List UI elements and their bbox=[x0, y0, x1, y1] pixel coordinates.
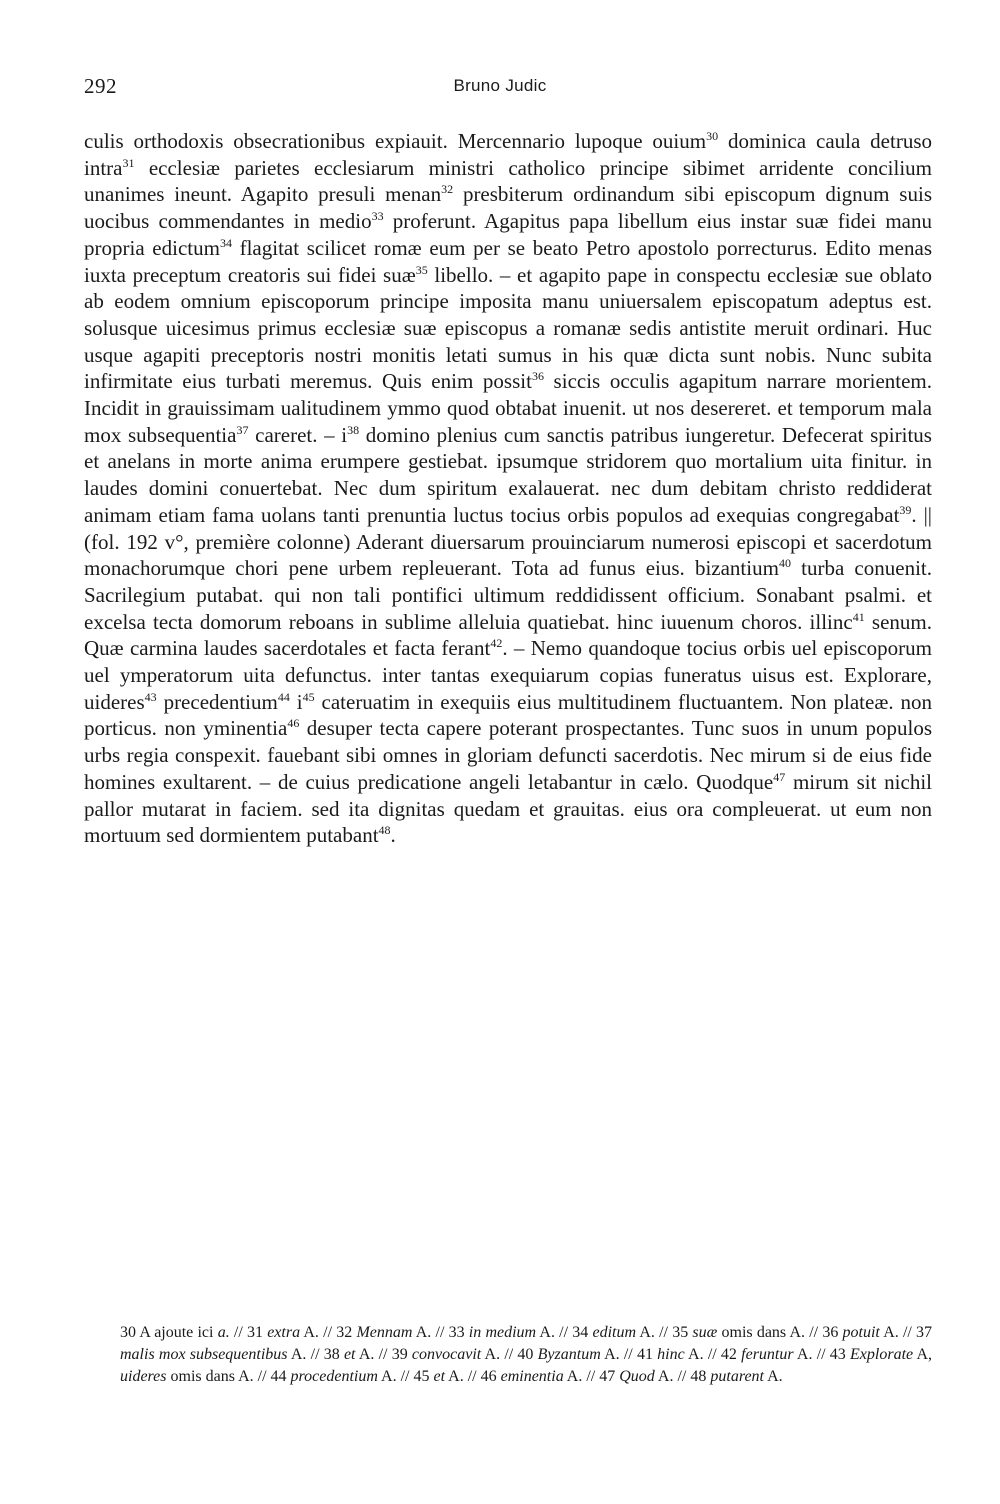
footnote-marker: 41 bbox=[852, 609, 865, 624]
italic-text: Quod bbox=[619, 1368, 655, 1385]
italic-text: uideres bbox=[120, 1368, 167, 1385]
footnote-marker: 38 bbox=[347, 422, 360, 437]
text-run: . bbox=[390, 823, 396, 848]
footnote-marker: 40 bbox=[778, 556, 791, 571]
italic-text: feruntur bbox=[741, 1346, 794, 1363]
text-run: A. // 40 bbox=[481, 1346, 538, 1363]
text-run: omis dans A. // 36 bbox=[717, 1324, 843, 1341]
footnote-marker: 33 bbox=[371, 209, 384, 224]
italic-text: et bbox=[343, 1346, 356, 1363]
text-run: A. // 32 bbox=[300, 1324, 357, 1341]
text-run: A. // 41 bbox=[600, 1346, 658, 1363]
text-run: siccis occulis agapitum narrare morientem. Incidit in grauissimam ualitudinem ymmo quod obtabat inuenit. ut nos desereret. et temporum mala mox subsequentia bbox=[84, 369, 933, 447]
page-header bbox=[0, 68, 1000, 108]
text-run: A. // 43 bbox=[793, 1346, 851, 1363]
footnote-marker: 34 bbox=[219, 235, 232, 250]
text-run: A. // 35 bbox=[636, 1324, 693, 1341]
text-run: cateruatim in exequiis eius multitudinem fluctuantem. Non plateæ. non porticus. non yminentia bbox=[84, 689, 933, 741]
text-run: precedentium bbox=[156, 689, 278, 714]
text-run: ecclesiæ parietes ecclesiarum ministri catholico principe sibimet arridente concilium unanimes ineunt. Agapito presuli menan bbox=[84, 155, 932, 207]
page-number: 292 bbox=[84, 74, 117, 98]
body-paragraph bbox=[84, 128, 932, 849]
italic-text: Mennam bbox=[356, 1324, 413, 1341]
footnote-marker: 47 bbox=[773, 769, 786, 784]
text-run: domino plenius cum sanctis patribus iungeretur. Defecerat spiritus et anelans in morte anima erumpere gestiebat. ipsumque stridorem quo mortalium uita finitur. in laudes domini conuertebat. Nec dum spiritum exalauerat. nec dum debitam christo reddiderat animam etiam fama uolans tanti prenuntia luctus tocius orbis populos ad exequias congregabat bbox=[84, 422, 932, 527]
footnote-paragraph bbox=[120, 1322, 932, 1388]
text-run: A. // 47 bbox=[563, 1368, 620, 1385]
italic-text: extra bbox=[267, 1324, 301, 1341]
text-run: i bbox=[289, 689, 303, 714]
text-run: turba conuenit. Sacrilegium putabat. qui non tali pontifici ultimum reddidissent officium. Sonabant psalmi. et excelsa tecta domorum reboans in sublime alleluia quatiebat. hinc iuuenum choros. illinc bbox=[84, 556, 932, 634]
footnote-marker: 35 bbox=[415, 262, 428, 277]
text-run: mirum sit nichil pallor mutarat in faciem. sed ita dignitas quedam et grauitas. eius ora compleuerat. ut eum non mortuum sed dormientem putabant bbox=[84, 769, 932, 848]
footnote-marker: 39 bbox=[899, 502, 912, 517]
text-run: A. // 37 bbox=[879, 1324, 933, 1341]
text-run: presbiterum ordinandum sibi episcopum dignum suis uocibus commendantes in medio bbox=[84, 182, 932, 234]
text-run: desuper tecta capere poterant prospectantes. Tunc suos in unum populos urbs regia conspexit. fauebant sibi omnes in gloriam defuncti sacerdotis. Nec mirum si de eius fide homines exultarent. – de cuius predicatione angeli letabantur in cælo. Quodque bbox=[84, 716, 932, 794]
footnote-marker: 31 bbox=[122, 155, 135, 170]
text-run: A. // 42 bbox=[684, 1346, 742, 1363]
text-run: omis dans A. // 44 bbox=[166, 1368, 291, 1385]
text-run: senum. Quæ carmina laudes sacerdotales et facta ferant bbox=[84, 609, 933, 661]
text-run: 30 A ajoute ici bbox=[120, 1324, 218, 1341]
italic-text: Explorate bbox=[850, 1346, 914, 1363]
footnote-marker: 30 bbox=[706, 129, 719, 143]
text-run: careret. – i bbox=[248, 422, 348, 447]
text-run: A. // 39 bbox=[355, 1346, 412, 1363]
italic-text: suæ bbox=[692, 1324, 718, 1341]
footnote-marker: 45 bbox=[302, 689, 315, 704]
text-run: culis orthodoxis obsecrationibus expiauit. Mercennario lupoque ouium bbox=[84, 129, 707, 153]
footnote-marker: 48 bbox=[378, 823, 391, 838]
italic-text: a. bbox=[217, 1324, 230, 1341]
italic-text: in medium bbox=[468, 1324, 537, 1341]
italic-text: putarent bbox=[710, 1368, 764, 1385]
footnote-marker: 46 bbox=[287, 716, 300, 731]
text-run: . || (fol. 192 v°, première colonne) Aderant diuersarum prouinciarum numerosi episcopi et sacerdotum monachorumque chori pene urbem repleuerant. Tota ad funus eius. bizantium bbox=[84, 502, 932, 581]
text-run: A, bbox=[913, 1346, 932, 1363]
text-run: A. bbox=[764, 1368, 783, 1385]
text-run: A. // 38 bbox=[287, 1346, 344, 1363]
text-run: dominica caula detruso intra bbox=[84, 129, 933, 180]
italic-text: hinc bbox=[657, 1346, 685, 1363]
text-run: . – Nemo quandoque tocius orbis uel episcoporum uel ymperatorum uita defunctus. inter tantas exequiarum copias funeratus uisus est. Explorare, uideres bbox=[84, 636, 932, 714]
body-text bbox=[84, 128, 932, 849]
italic-text: malis mox subsequentibus bbox=[120, 1346, 288, 1363]
footnote-marker: 43 bbox=[144, 689, 157, 704]
text-run: A. // 34 bbox=[536, 1324, 593, 1341]
text-run: libello. – et agapito pape in conspectu ecclesiæ sue oblato ab eodem omnium episcoporum principe imposita manu uniuersalem episcopatum adeptus est. solusque uicesimus primus ecclesiæ suæ episcopus a romanæ sedis antistite meruit ordinari. Huc usque agapiti preceptoris nostri monitis letati sumus in his quæ dicta sunt nobis. Nunc subita infirmitate eius turbati meremus. Quis enim possit bbox=[84, 262, 933, 394]
text-run: A. // 33 bbox=[412, 1324, 469, 1341]
italic-text: potuit bbox=[842, 1324, 880, 1341]
italic-text: convocavit bbox=[411, 1346, 482, 1363]
text-run: A. // 46 bbox=[445, 1368, 501, 1385]
running-head: Bruno Judic bbox=[453, 76, 547, 95]
italic-text: procedentium bbox=[290, 1368, 378, 1385]
footnote-marker: 42 bbox=[490, 636, 503, 651]
text-run: flagitat scilicet romæ eum per se beato Petro apostolo porrecturus. Edito menas iuxta preceptum creatoris sui fidei suæ bbox=[84, 235, 933, 287]
italic-text: Byzantum bbox=[537, 1346, 601, 1363]
italic-text: et bbox=[433, 1368, 446, 1385]
italic-text: editum bbox=[592, 1324, 637, 1341]
text-run: // 31 bbox=[229, 1324, 268, 1341]
footnote-marker: 37 bbox=[236, 422, 249, 437]
footnote-marker: 44 bbox=[277, 689, 290, 704]
footnotes bbox=[120, 1322, 932, 1388]
italic-text: eminentia bbox=[500, 1368, 564, 1385]
text-run: A. // 45 bbox=[377, 1368, 434, 1385]
text-run: proferunt. Agapitus papa libellum eius instar suæ fidei manu propria edictum bbox=[84, 209, 932, 260]
footnote-marker: 36 bbox=[531, 369, 544, 384]
footnote-marker: 32 bbox=[441, 182, 454, 197]
text-run: A. // 48 bbox=[654, 1368, 711, 1385]
